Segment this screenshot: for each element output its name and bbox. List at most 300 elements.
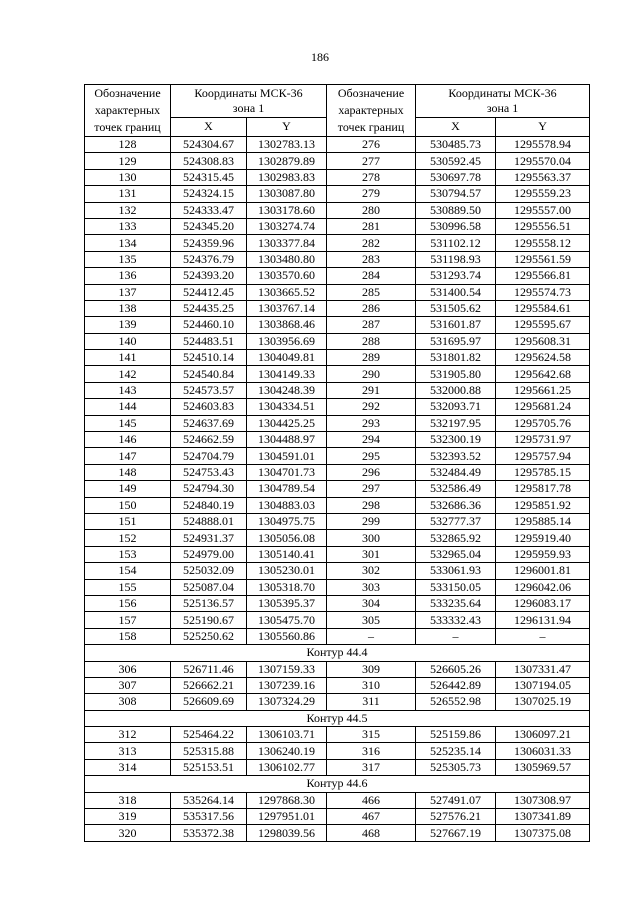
y-coordinate-cell: 1295817.78: [496, 481, 590, 497]
x-coordinate-cell: 531695.97: [416, 333, 496, 349]
y-coordinate-cell: 1295561.59: [496, 251, 590, 267]
table-row: [85, 169, 590, 185]
x-coordinate-cell: 525190.67: [171, 612, 247, 628]
x-coordinate-cell: 532965.04: [416, 546, 496, 562]
x-coordinate-cell: 526609.69: [171, 694, 247, 710]
y-coordinate-cell: 1298039.56: [247, 825, 327, 841]
coord-system-header: [171, 85, 327, 118]
x-coordinate-cell: 530592.45: [416, 153, 496, 169]
table-row: [85, 350, 590, 366]
x-coordinate-cell: 525087.04: [171, 579, 247, 595]
point-number-cell: 143: [85, 382, 171, 398]
x-coordinate-cell: 532093.71: [416, 399, 496, 415]
x-coordinate-cell: 524359.96: [171, 235, 247, 251]
y-coordinate-cell: 1302879.89: [247, 153, 327, 169]
point-number-cell: 130: [85, 169, 171, 185]
point-number-cell: 315: [327, 727, 416, 743]
table-row: [85, 366, 590, 382]
table-row: [85, 415, 590, 431]
x-coordinate-cell: 532300.19: [416, 432, 496, 448]
y-coordinate-cell: 1302983.83: [247, 169, 327, 185]
y-coordinate-cell: 1305056.08: [247, 530, 327, 546]
x-coordinate-cell: 524435.25: [171, 300, 247, 316]
x-coordinate-cell: 531801.82: [416, 350, 496, 366]
y-coordinate-cell: 1295642.68: [496, 366, 590, 382]
y-coordinate-cell: 1296042.06: [496, 579, 590, 595]
x-coordinate-cell: 531505.62: [416, 300, 496, 316]
x-coordinate-cell: 527491.07: [416, 792, 496, 808]
y-coordinate-cell: 1307194.05: [496, 677, 590, 693]
point-number-cell: 139: [85, 317, 171, 333]
table-row: [85, 300, 590, 316]
point-number-cell: 276: [327, 137, 416, 153]
coord-system-header-2: [416, 85, 590, 118]
coord-system-line1: Координаты МСК-36: [194, 86, 303, 100]
point-number-cell: 306: [85, 661, 171, 677]
table-row: [85, 137, 590, 153]
point-number-cell: 137: [85, 284, 171, 300]
coord-system-line2-2: зона 1: [486, 101, 519, 115]
point-number-cell: 300: [327, 530, 416, 546]
x-coordinate-cell: 524662.59: [171, 432, 247, 448]
point-number-cell: 282: [327, 235, 416, 251]
x-coordinate-cell: 527667.19: [416, 825, 496, 841]
point-number-cell: 148: [85, 464, 171, 480]
point-number-cell: 138: [85, 300, 171, 316]
y-coordinate-cell: 1295584.61: [496, 300, 590, 316]
table-row: [85, 497, 590, 513]
table-row: [85, 809, 590, 825]
point-number-cell: 305: [327, 612, 416, 628]
table-row: [85, 432, 590, 448]
y-coordinate-cell: 1295624.58: [496, 350, 590, 366]
y-coordinate-cell: 1307308.97: [496, 792, 590, 808]
y-coordinate-cell: 1305395.37: [247, 595, 327, 611]
point-number-cell: 145: [85, 415, 171, 431]
y-coordinate-cell: –: [496, 628, 590, 644]
x-coordinate-cell: 530697.78: [416, 169, 496, 185]
point-number-cell: 131: [85, 186, 171, 202]
x-coordinate-cell: 525464.22: [171, 727, 247, 743]
x-coordinate-cell: 524704.79: [171, 448, 247, 464]
x-coordinate-cell: 530794.57: [416, 186, 496, 202]
point-number-cell: 156: [85, 595, 171, 611]
x-coordinate-cell: 525136.57: [171, 595, 247, 611]
x-coordinate-cell: 531102.12: [416, 235, 496, 251]
y-coordinate-cell: 1304488.97: [247, 432, 327, 448]
x-coordinate-cell: 532000.88: [416, 382, 496, 398]
x-coordinate-cell: 531601.87: [416, 317, 496, 333]
point-number-cell: 316: [327, 743, 416, 759]
x-coordinate-cell: 525305.73: [416, 759, 496, 775]
x-coordinate-cell: 524345.20: [171, 218, 247, 234]
point-number-cell: 301: [327, 546, 416, 562]
point-number-cell: 312: [85, 727, 171, 743]
point-number-cell: 128: [85, 137, 171, 153]
point-number-cell: 291: [327, 382, 416, 398]
y-coordinate-cell: 1303377.84: [247, 235, 327, 251]
table-row: [85, 153, 590, 169]
point-number-cell: 309: [327, 661, 416, 677]
x-coordinate-cell: 524888.01: [171, 513, 247, 529]
point-number-cell: 303: [327, 579, 416, 595]
x-coordinate-cell: 532197.95: [416, 415, 496, 431]
point-number-cell: 136: [85, 268, 171, 284]
y-coordinate-cell: 1295785.15: [496, 464, 590, 480]
x-coordinate-cell: 533150.05: [416, 579, 496, 595]
table-row: [85, 235, 590, 251]
table-row: [85, 251, 590, 267]
point-number-cell: 278: [327, 169, 416, 185]
table-row: [85, 202, 590, 218]
y-coordinate-cell: 1302783.13: [247, 137, 327, 153]
table-row: [85, 268, 590, 284]
y-coordinate-cell: 1296001.81: [496, 563, 590, 579]
point-label-header-2: Обозначение характерных точек границ: [327, 85, 416, 137]
y-coordinate-cell: 1305230.01: [247, 563, 327, 579]
point-number-cell: 279: [327, 186, 416, 202]
x-coordinate-cell: 531400.54: [416, 284, 496, 300]
point-number-cell: 146: [85, 432, 171, 448]
y-coordinate-cell: 1295885.14: [496, 513, 590, 529]
x-coordinate-cell: 535372.38: [171, 825, 247, 841]
point-number-cell: 287: [327, 317, 416, 333]
point-number-cell: 286: [327, 300, 416, 316]
point-number-cell: 290: [327, 366, 416, 382]
point-number-cell: 134: [85, 235, 171, 251]
point-number-cell: 284: [327, 268, 416, 284]
x-coordinate-cell: 525153.51: [171, 759, 247, 775]
point-number-cell: 467: [327, 809, 416, 825]
x-coordinate-cell: 531905.80: [416, 366, 496, 382]
point-number-cell: 142: [85, 366, 171, 382]
table-row: [85, 399, 590, 415]
y-coordinate-cell: 1307331.47: [496, 661, 590, 677]
y-coordinate-cell: 1307375.08: [496, 825, 590, 841]
y-coordinate-cell: 1304248.39: [247, 382, 327, 398]
table-row: [85, 579, 590, 595]
table-row: [85, 628, 590, 644]
y-coordinate-cell: 1303868.46: [247, 317, 327, 333]
y-coordinate-cell: 1304425.25: [247, 415, 327, 431]
y-coordinate-cell: 1295595.67: [496, 317, 590, 333]
y-coordinate-cell: 1295570.04: [496, 153, 590, 169]
contour-row: [85, 710, 590, 726]
y-coordinate-cell: 1303087.80: [247, 186, 327, 202]
table-row: [85, 448, 590, 464]
x-coordinate-cell: 524753.43: [171, 464, 247, 480]
y-coordinate-cell: 1304789.54: [247, 481, 327, 497]
table-row: [85, 317, 590, 333]
x-coordinate-cell: 533332.43: [416, 612, 496, 628]
y-coordinate-cell: 1305969.57: [496, 759, 590, 775]
point-number-cell: 153: [85, 546, 171, 562]
y-coordinate-cell: 1295578.94: [496, 137, 590, 153]
point-number-cell: 288: [327, 333, 416, 349]
x-coordinate-cell: 524931.37: [171, 530, 247, 546]
x-coordinate-cell: 531198.93: [416, 251, 496, 267]
table-row: [85, 694, 590, 710]
x-coordinate-cell: 524412.45: [171, 284, 247, 300]
x-coordinate-cell: 524540.84: [171, 366, 247, 382]
coordinates-table: [84, 84, 590, 842]
y-coordinate-cell: 1303956.69: [247, 333, 327, 349]
x-coordinate-cell: 524308.83: [171, 153, 247, 169]
y-coordinate-cell: 1304591.01: [247, 448, 327, 464]
point-number-cell: 318: [85, 792, 171, 808]
y-coordinate-cell: 1303570.60: [247, 268, 327, 284]
x-coordinate-cell: 524393.20: [171, 268, 247, 284]
y-coordinate-cell: 1303480.80: [247, 251, 327, 267]
x-coordinate-cell: 532484.49: [416, 464, 496, 480]
y-coordinate-cell: 1307159.33: [247, 661, 327, 677]
page-number: 186: [311, 50, 329, 64]
table-row: [85, 825, 590, 841]
table-row: [85, 382, 590, 398]
point-number-cell: 149: [85, 481, 171, 497]
y-coordinate-cell: 1307324.29: [247, 694, 327, 710]
x-coordinate-cell: 524324.15: [171, 186, 247, 202]
y-coordinate-cell: 1297951.01: [247, 809, 327, 825]
x-coordinate-cell: 526442.89: [416, 677, 496, 693]
contour-label: Контур 44.5: [85, 710, 590, 726]
y-coordinate-cell: 1307239.16: [247, 677, 327, 693]
y-coordinate-cell: 1304975.75: [247, 513, 327, 529]
point-number-cell: 314: [85, 759, 171, 775]
point-number-cell: 320: [85, 825, 171, 841]
x-coordinate-cell: 525032.09: [171, 563, 247, 579]
table-row: [85, 513, 590, 529]
y-coordinate-cell: 1295608.31: [496, 333, 590, 349]
y-coordinate-cell: 1295757.94: [496, 448, 590, 464]
contour-row: [85, 645, 590, 661]
table-row: [85, 612, 590, 628]
table-row: [85, 677, 590, 693]
x-coordinate-cell: 533061.93: [416, 563, 496, 579]
x-coordinate-cell: 524794.30: [171, 481, 247, 497]
point-number-cell: 152: [85, 530, 171, 546]
point-number-cell: 147: [85, 448, 171, 464]
point-number-cell: 157: [85, 612, 171, 628]
point-number-cell: 302: [327, 563, 416, 579]
x-coordinate-cell: 535317.56: [171, 809, 247, 825]
point-number-cell: 466: [327, 792, 416, 808]
y-coordinate-cell: 1305140.41: [247, 546, 327, 562]
point-number-cell: 295: [327, 448, 416, 464]
point-number-cell: 135: [85, 251, 171, 267]
x-coordinate-cell: 524510.14: [171, 350, 247, 366]
y-coordinate-cell: 1295661.25: [496, 382, 590, 398]
point-number-cell: 129: [85, 153, 171, 169]
point-number-cell: 296: [327, 464, 416, 480]
point-number-cell: 280: [327, 202, 416, 218]
table-row: [85, 464, 590, 480]
point-number-cell: 468: [327, 825, 416, 841]
y-coordinate-cell: 1305560.86: [247, 628, 327, 644]
x-coordinate-cell: 532393.52: [416, 448, 496, 464]
x-coordinate-cell: 524573.57: [171, 382, 247, 398]
y-coordinate-cell: 1295559.23: [496, 186, 590, 202]
x-coordinate-cell: 530996.58: [416, 218, 496, 234]
point-number-cell: 158: [85, 628, 171, 644]
point-number-cell: 281: [327, 218, 416, 234]
table-row: [85, 333, 590, 349]
x-coordinate-cell: 524304.67: [171, 137, 247, 153]
y-coordinate-cell: 1296131.94: [496, 612, 590, 628]
table-row: [85, 727, 590, 743]
y-coordinate-cell: 1304334.51: [247, 399, 327, 415]
x-coordinate-cell: 532777.37: [416, 513, 496, 529]
x-coordinate-cell: 526605.26: [416, 661, 496, 677]
y-header: Y: [247, 117, 327, 136]
x-coordinate-cell: 524483.51: [171, 333, 247, 349]
point-number-cell: 299: [327, 513, 416, 529]
point-number-cell: 132: [85, 202, 171, 218]
y-coordinate-cell: 1295959.93: [496, 546, 590, 562]
y-coordinate-cell: 1295566.81: [496, 268, 590, 284]
table-row: [85, 284, 590, 300]
x-coordinate-cell: 524376.79: [171, 251, 247, 267]
table-row: [85, 661, 590, 677]
x-coordinate-cell: 524637.69: [171, 415, 247, 431]
y-coordinate-cell: 1306031.33: [496, 743, 590, 759]
x-header: X: [171, 117, 247, 136]
x-coordinate-cell: 526662.21: [171, 677, 247, 693]
x-coordinate-cell: 524603.83: [171, 399, 247, 415]
point-number-cell: 313: [85, 743, 171, 759]
x-coordinate-cell: 531293.74: [416, 268, 496, 284]
point-number-cell: 154: [85, 563, 171, 579]
x-coordinate-cell: 524979.00: [171, 546, 247, 562]
y-coordinate-cell: 1303767.14: [247, 300, 327, 316]
x-coordinate-cell: 525159.86: [416, 727, 496, 743]
x-coordinate-cell: 525235.14: [416, 743, 496, 759]
y-coordinate-cell: 1305475.70: [247, 612, 327, 628]
y-coordinate-cell: 1295563.37: [496, 169, 590, 185]
y-coordinate-cell: 1304701.73: [247, 464, 327, 480]
point-number-cell: 140: [85, 333, 171, 349]
y-coordinate-cell: 1297868.30: [247, 792, 327, 808]
point-number-cell: 319: [85, 809, 171, 825]
table-row: [85, 186, 590, 202]
x-coordinate-cell: 527576.21: [416, 809, 496, 825]
point-number-cell: 277: [327, 153, 416, 169]
x-coordinate-cell: 532865.92: [416, 530, 496, 546]
y-coordinate-cell: 1306097.21: [496, 727, 590, 743]
y-coordinate-cell: 1295681.24: [496, 399, 590, 415]
y-header-2: Y: [496, 117, 590, 136]
y-coordinate-cell: 1306102.77: [247, 759, 327, 775]
y-coordinate-cell: 1305318.70: [247, 579, 327, 595]
point-number-cell: 311: [327, 694, 416, 710]
contour-label: Контур 44.6: [85, 776, 590, 792]
x-coordinate-cell: 532586.49: [416, 481, 496, 497]
x-coordinate-cell: 525315.88: [171, 743, 247, 759]
point-number-cell: 307: [85, 677, 171, 693]
x-coordinate-cell: 530485.73: [416, 137, 496, 153]
x-coordinate-cell: 533235.64: [416, 595, 496, 611]
table-row: [85, 743, 590, 759]
y-coordinate-cell: 1295919.40: [496, 530, 590, 546]
x-coordinate-cell: 524460.10: [171, 317, 247, 333]
y-coordinate-cell: 1304049.81: [247, 350, 327, 366]
table-row: [85, 563, 590, 579]
y-coordinate-cell: 1295574.73: [496, 284, 590, 300]
y-coordinate-cell: 1296083.17: [496, 595, 590, 611]
y-coordinate-cell: 1306103.71: [247, 727, 327, 743]
x-coordinate-cell: 530889.50: [416, 202, 496, 218]
table-row: [85, 792, 590, 808]
table-row: [85, 481, 590, 497]
y-coordinate-cell: 1295557.00: [496, 202, 590, 218]
table-row: [85, 530, 590, 546]
point-number-cell: 133: [85, 218, 171, 234]
point-number-cell: 141: [85, 350, 171, 366]
point-number-cell: 297: [327, 481, 416, 497]
table-row: [85, 595, 590, 611]
table-body: [85, 137, 590, 842]
table-row: [85, 546, 590, 562]
y-coordinate-cell: 1295851.92: [496, 497, 590, 513]
point-number-cell: 292: [327, 399, 416, 415]
point-number-cell: 283: [327, 251, 416, 267]
point-number-cell: 317: [327, 759, 416, 775]
point-number-cell: 144: [85, 399, 171, 415]
coord-system-line1-2: Координаты МСК-36: [448, 86, 557, 100]
y-coordinate-cell: 1307341.89: [496, 809, 590, 825]
point-number-cell: 293: [327, 415, 416, 431]
point-number-cell: 294: [327, 432, 416, 448]
y-coordinate-cell: 1303274.74: [247, 218, 327, 234]
y-coordinate-cell: 1295731.97: [496, 432, 590, 448]
x-coordinate-cell: 535264.14: [171, 792, 247, 808]
y-coordinate-cell: 1306240.19: [247, 743, 327, 759]
point-number-cell: 151: [85, 513, 171, 529]
point-number-cell: 304: [327, 595, 416, 611]
y-coordinate-cell: 1307025.19: [496, 694, 590, 710]
point-number-cell: 285: [327, 284, 416, 300]
point-number-cell: –: [327, 628, 416, 644]
point-number-cell: 150: [85, 497, 171, 513]
table-row: [85, 218, 590, 234]
contour-row: [85, 776, 590, 792]
point-number-cell: 298: [327, 497, 416, 513]
y-coordinate-cell: 1295558.12: [496, 235, 590, 251]
coord-system-line2: зона 1: [232, 101, 265, 115]
y-coordinate-cell: 1295705.76: [496, 415, 590, 431]
point-number-cell: 155: [85, 579, 171, 595]
x-coordinate-cell: 525250.62: [171, 628, 247, 644]
contour-label: Контур 44.4: [85, 645, 590, 661]
table-row: [85, 759, 590, 775]
x-coordinate-cell: 526711.46: [171, 661, 247, 677]
point-number-cell: 310: [327, 677, 416, 693]
x-header-2: X: [416, 117, 496, 136]
y-coordinate-cell: 1303178.60: [247, 202, 327, 218]
x-coordinate-cell: 524840.19: [171, 497, 247, 513]
y-coordinate-cell: 1304883.03: [247, 497, 327, 513]
point-number-cell: 289: [327, 350, 416, 366]
y-coordinate-cell: 1303665.52: [247, 284, 327, 300]
point-label-header: Обозначение характерных точек границ: [85, 85, 171, 137]
x-coordinate-cell: 524333.47: [171, 202, 247, 218]
table-header: [85, 85, 590, 137]
x-coordinate-cell: 532686.36: [416, 497, 496, 513]
y-coordinate-cell: 1295556.51: [496, 218, 590, 234]
x-coordinate-cell: –: [416, 628, 496, 644]
y-coordinate-cell: 1304149.33: [247, 366, 327, 382]
point-number-cell: 308: [85, 694, 171, 710]
